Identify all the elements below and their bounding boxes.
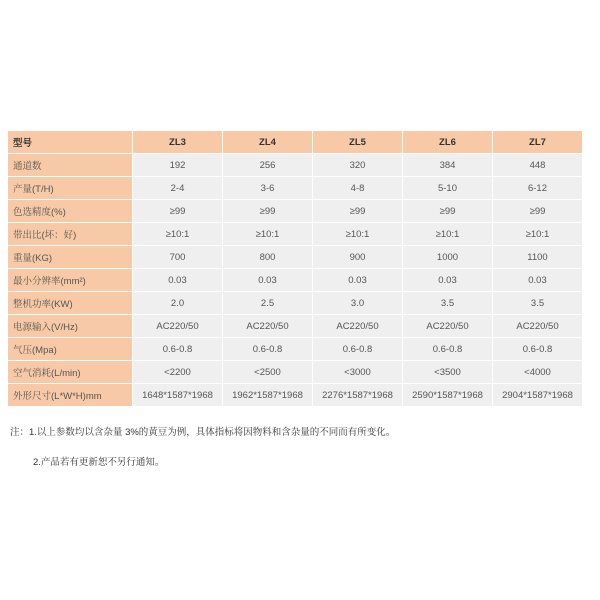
row-label: 带出比(坏：好)	[8, 223, 132, 245]
notes-section	[10, 426, 395, 470]
model-header: ZL5	[313, 131, 402, 153]
table-cell: 3.5	[493, 292, 582, 314]
table-cell: 0.6-0.8	[313, 338, 402, 360]
table-cell: ≥10:1	[313, 223, 402, 245]
table-row	[8, 200, 582, 222]
table-row	[8, 338, 582, 360]
row-label: 色选精度(%)	[8, 200, 132, 222]
row-label: 产量(T/H)	[8, 177, 132, 199]
table-cell: <3000	[313, 361, 402, 383]
model-header: ZL3	[133, 131, 222, 153]
table-cell: 0.03	[223, 269, 312, 291]
table-cell: <2500	[223, 361, 312, 383]
table-cell: 0.6-0.8	[403, 338, 492, 360]
table-cell: ≥10:1	[223, 223, 312, 245]
table-cell: <3500	[403, 361, 492, 383]
table-cell: 0.6-0.8	[133, 338, 222, 360]
table-cell: 3.5	[403, 292, 492, 314]
table-cell: 2904*1587*1968	[493, 384, 582, 406]
table-cell: 4-8	[313, 177, 402, 199]
row-label: 通道数	[8, 154, 132, 176]
spec-table	[7, 130, 583, 407]
table-cell: 1000	[403, 246, 492, 268]
row-label: 气压(Mpa)	[8, 338, 132, 360]
table-row	[8, 246, 582, 268]
table-cell: ≥99	[313, 200, 402, 222]
table-cell: 2.5	[223, 292, 312, 314]
row-label: 最小分辨率(mm²)	[8, 269, 132, 291]
table-cell: AC220/50	[313, 315, 402, 337]
table-cell: 256	[223, 154, 312, 176]
table-cell: 0.03	[493, 269, 582, 291]
table-cell: 0.03	[313, 269, 402, 291]
table-cell: ≥99	[493, 200, 582, 222]
note-1: 注：1.以上参数均以含杂量 3%的黄豆为例，具体指标将因物料和含杂量的不同而有所变化。	[10, 427, 396, 438]
table-cell: 2.0	[133, 292, 222, 314]
table-cell: 900	[313, 246, 402, 268]
model-header: ZL7	[493, 131, 582, 153]
table-row	[8, 384, 582, 406]
table-row	[8, 315, 582, 337]
table-cell: <4000	[493, 361, 582, 383]
table-row	[8, 269, 582, 291]
table-cell: AC220/50	[223, 315, 312, 337]
table-cell: 1648*1587*1968	[133, 384, 222, 406]
table-cell: 1100	[493, 246, 582, 268]
header-row	[8, 131, 582, 153]
row-label: 外形尺寸(L*W*H)mm	[8, 384, 132, 406]
table-cell: 3-6	[223, 177, 312, 199]
table-cell: 5-10	[403, 177, 492, 199]
row-label: 空气消耗(L/min)	[8, 361, 132, 383]
table-cell: ≥10:1	[403, 223, 492, 245]
table-cell: 800	[223, 246, 312, 268]
table-row	[8, 292, 582, 314]
table-row	[8, 223, 582, 245]
table-cell: ≥10:1	[493, 223, 582, 245]
table-cell: 2276*1587*1968	[313, 384, 402, 406]
table-cell: 1962*1587*1968	[223, 384, 312, 406]
table-row	[8, 361, 582, 383]
model-header: ZL4	[223, 131, 312, 153]
table-cell: ≥99	[403, 200, 492, 222]
table-cell: 0.03	[133, 269, 222, 291]
header-label: 型号	[8, 131, 132, 153]
table-cell: 6-12	[493, 177, 582, 199]
table-cell: 2590*1587*1968	[403, 384, 492, 406]
model-header: ZL6	[403, 131, 492, 153]
table-row	[8, 154, 582, 176]
table-cell: ≥99	[133, 200, 222, 222]
table-cell: 2-4	[133, 177, 222, 199]
table-cell: 320	[313, 154, 402, 176]
table-cell: 0.6-0.8	[493, 338, 582, 360]
table-cell: ≥10:1	[133, 223, 222, 245]
table-cell: AC220/50	[403, 315, 492, 337]
table-cell: 0.03	[403, 269, 492, 291]
table-cell: <2200	[133, 361, 222, 383]
table-cell: 0.6-0.8	[223, 338, 312, 360]
table-cell: 3.0	[313, 292, 402, 314]
table-cell: 384	[403, 154, 492, 176]
table-cell: 192	[133, 154, 222, 176]
row-label: 整机功率(KW)	[8, 292, 132, 314]
table-cell: AC220/50	[493, 315, 582, 337]
table-cell: AC220/50	[133, 315, 222, 337]
row-label: 电源输入(V/Hz)	[8, 315, 132, 337]
table-cell: ≥99	[223, 200, 312, 222]
table-row	[8, 177, 582, 199]
table-cell: 448	[493, 154, 582, 176]
table-cell: 700	[133, 246, 222, 268]
note-2: 2.产品若有更新恕不另行通知。	[33, 457, 165, 468]
row-label: 重量(KG)	[8, 246, 132, 268]
